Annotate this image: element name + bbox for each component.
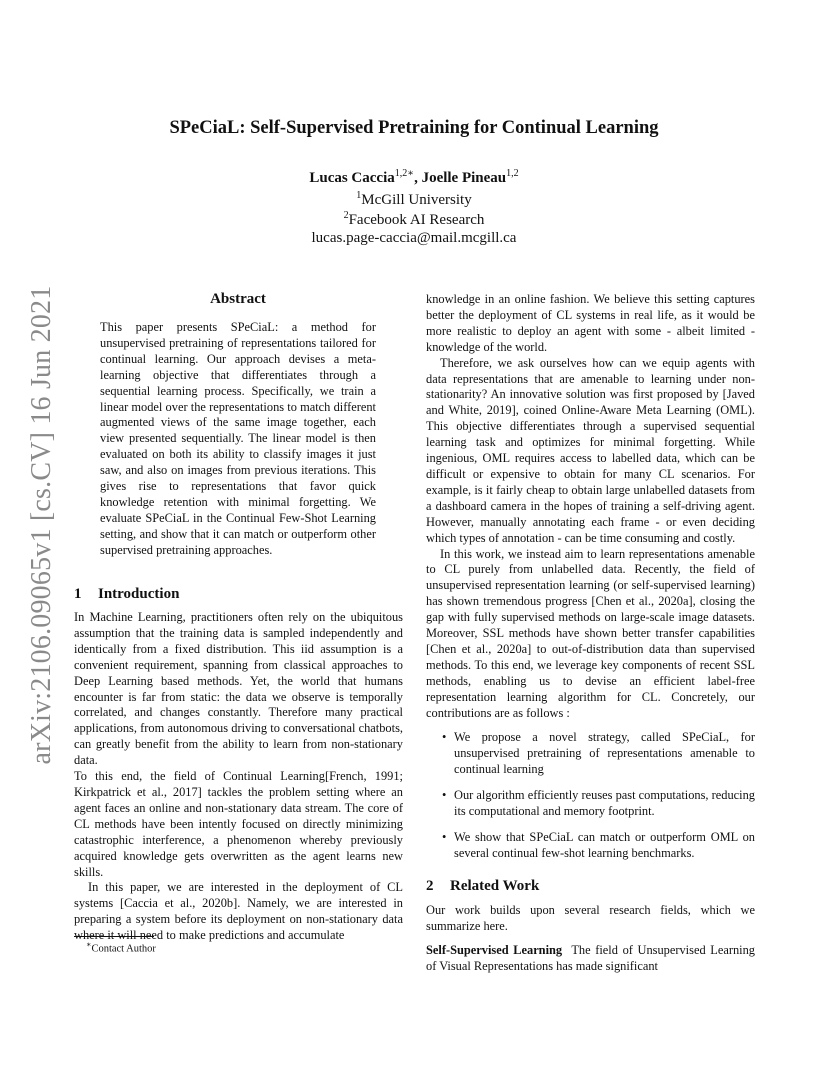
intro-section [74, 586, 403, 944]
intro-paragraph: In this paper, we are interested in the deployment of CL systems [Caccia et al., 2020b]. Namely, we are interested in preparing a system before its deployment on non-stationary data where it will need to make predictions and accumulate [74, 880, 403, 943]
bullet-mark: • [442, 730, 447, 745]
footnote [86, 940, 156, 955]
author-email: lucas.page-caccia@mail.mcgill.ca [311, 230, 517, 246]
section-heading [426, 878, 755, 895]
footnote-text: Contact Author [91, 943, 156, 955]
footnote-rule [74, 936, 154, 937]
paragraph-text: The field of Unsupervised Learning of Visual Representations has made significant [426, 942, 755, 973]
section-number: 1 [74, 586, 82, 602]
affiliation-sup: 2 [343, 210, 349, 221]
section-title: Introduction [98, 586, 180, 602]
arxiv-id: arXiv:2106.09065v1 [cs.CV] 16 Jun 2021 [26, 285, 57, 765]
contribution-list [426, 730, 755, 861]
author-name: Lucas Caccia [309, 170, 395, 186]
list-item-text: We show that SPeCiaL can match or outperform OML on several continual few-shot learning benchmarks. [454, 830, 755, 860]
paragraph-heading: Self-Supervised Learning [426, 942, 563, 957]
author-separator: , [414, 170, 422, 186]
author-name: Joelle Pineau [421, 170, 507, 186]
list-item-text: We propose a novel strategy, called SPeCiaL, for unsupervised pretraining of representations amenable to continual learning [454, 730, 755, 777]
section-title: Related Work [450, 877, 540, 894]
right-column [426, 292, 755, 974]
abstract-text: This paper presents SPeCiaL: a method for unsupervised pretraining of representations tailored for continual learning. Our approach devises a meta-learning objective that differentiates through a sequential learning process. Specifically, we train a linear model over the representations to match different augmented views of the same image together, each view presented sequentially. The linear model is then evaluated on both its ability to classify images it just saw, and also on images from previous iterations. This gives rise to representations that favor quick knowledge retention with minimal forgetting. We evaluate SPeCiaL in the Continual Few-Shot Learning setting, and show that it can match or outperform other supervised pretraining approaches. [100, 320, 376, 557]
body-paragraph: Therefore, we ask ourselves how can we equip agents with data representations that are amenable to learning under non-stationarity? An innovative solution was first proposed by [Javed and White, 2019], coined Online-Aware Meta Learning (OML). This objective differentiates through a supervised sequential learning task and optimizes for minimal forgetting. While ingenious, OML requires access to labelled data, which can be difficult or expensive to obtain for many CL scenarios. For example, is it fairly cheap to obtain large unlabelled datasets from a dashboard camera in the hopes of training a self-driving agent. However, manually annotating each frame - or even deciding which types of annotation - can be time consuming and costly. [426, 355, 755, 545]
section-number: 2 [426, 877, 434, 894]
arxiv-stamp [18, 285, 68, 765]
affiliation-text: McGill University [361, 192, 472, 208]
author-sup: 1,2∗ [394, 168, 415, 179]
affiliation-line [0, 190, 828, 209]
bullet-mark: • [442, 788, 447, 803]
author-line [0, 168, 828, 187]
bullet-mark: • [442, 830, 447, 844]
list-item [426, 788, 755, 820]
body-paragraph: In this work, we instead aim to learn representations amenable to CL purely from unlabelled data. Recently, the field of unsupervised representation learning (or self-supervised learning) has shown tremendous progress [Chen et al., 2020a], closing the gap with fully supervised methods on large-scale image datasets. Moreover, SSL methods have shown better transfer capabilities [Chen et al., 2020a] to out-of-distribution data than supervised methods. To this end, we leverage key components of recent SSL methods, enabling us to devise an efficient label-free representation learning algorithm for CL. Concretely, our contributions are as follows : [426, 546, 755, 720]
related-paragraph [426, 943, 755, 975]
affiliation-sup: 1 [356, 190, 362, 201]
list-item [426, 730, 755, 778]
body-paragraph: knowledge in an online fashion. We believe this setting captures better the deployment of CL systems in real life, as it would be more realistic to deploy an agent with some - albeit limited - knowledge of the world. [426, 292, 755, 354]
paper-title: SPeCiaL: Self-Supervised Pretraining for Continual Learning [169, 118, 659, 138]
intro-paragraph: To this end, the field of Continual Learning[French, 1991; Kirkpatrick et al., 2017] tackles the problem setting where an agent faces an online and non-stationary data stream. The core of CL methods have been intently focused on directly minimizing catastrophic interference, a phenomenon whereby previously acquired knowledge gets overwritten as the agent learns new skills. [74, 769, 403, 879]
author-sup: 1,2 [506, 168, 519, 179]
section-heading [74, 586, 403, 603]
intro-paragraph: In Machine Learning, practitioners often rely on the ubiquitous assumption that the training data is sampled independently and identically from a fixed distribution. This iid assumption is a convenient requirement, spanning from classical approaches to Deep Learning based methods. Yet, the world that humans encounter is far from static: the data we observe is temporally correlated, and changes constantly. Therefore many practical applications, from autonomous driving to conversational chatbots, can greatly benefit from the ability to learn from non-stationary data. [74, 610, 403, 768]
abstract-heading: Abstract [210, 291, 266, 307]
list-item [426, 830, 755, 862]
related-paragraph: Our work builds upon several research fields, which we summarize here. [426, 902, 755, 933]
footnote-mark: ∗ [86, 940, 92, 949]
affiliation-text: Facebook AI Research [348, 212, 485, 228]
list-item-text: Our algorithm efficiently reuses past computations, reducing its computational and memory footprint. [454, 788, 755, 819]
affiliation-line [0, 210, 828, 229]
